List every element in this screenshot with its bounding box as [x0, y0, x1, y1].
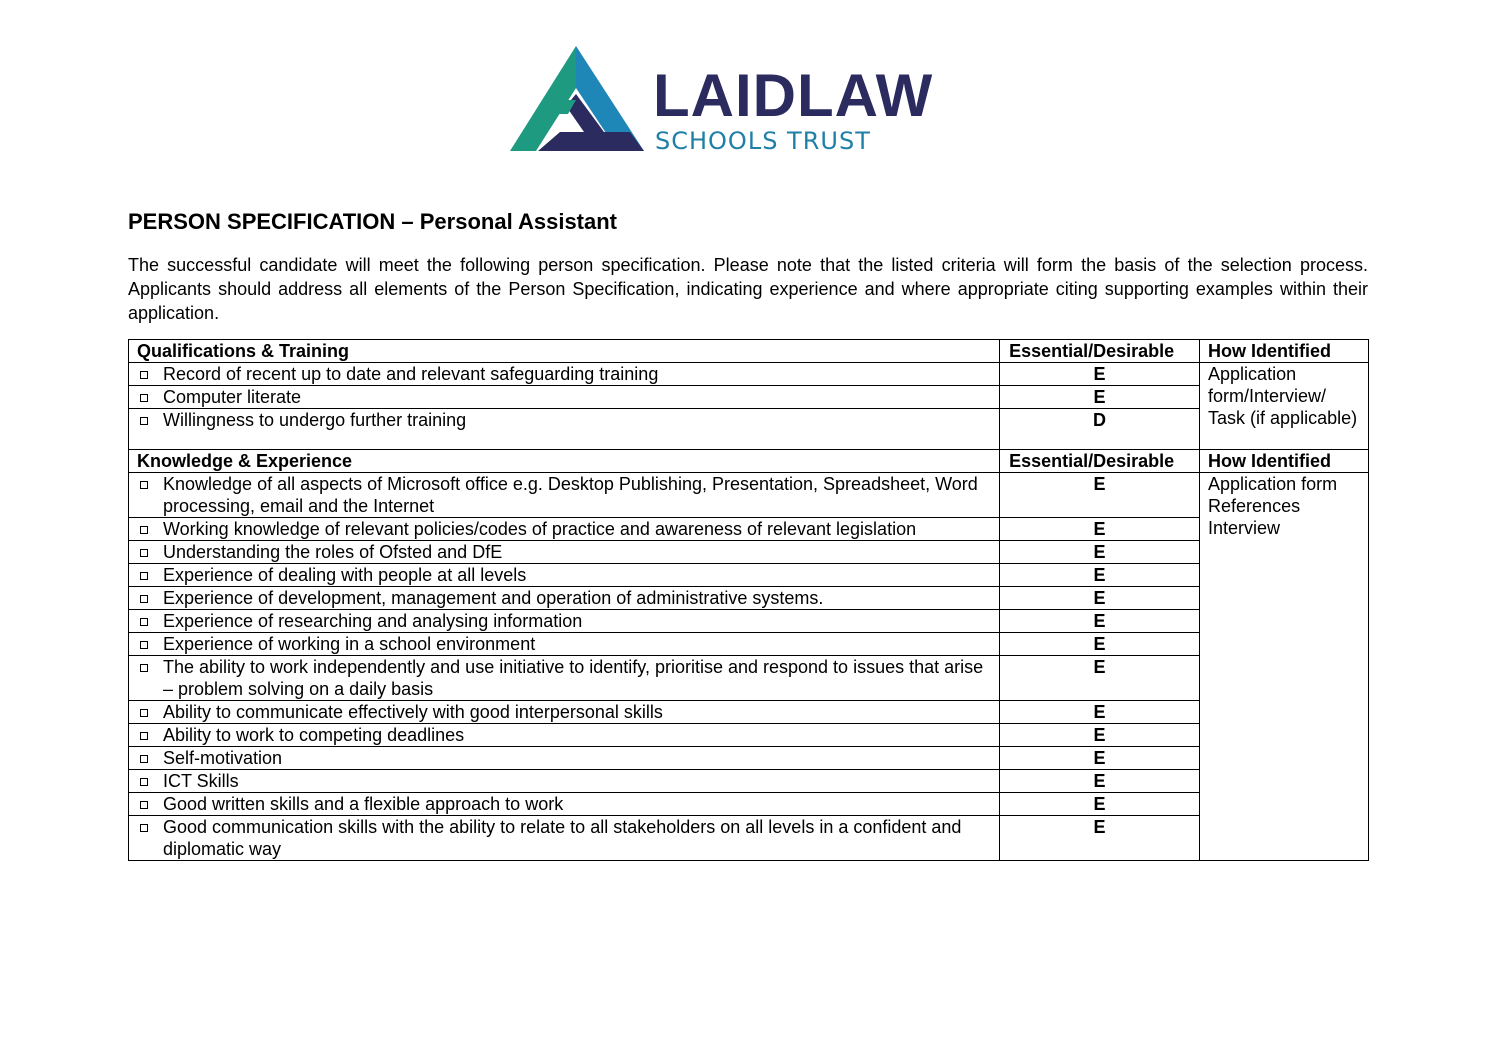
section-heading: Qualifications & Training [129, 340, 1000, 363]
how-identified-line: Application form [1208, 474, 1338, 494]
checkbox-bullet-icon [137, 770, 163, 792]
criterion-rating: E [1000, 518, 1200, 541]
criterion-text: Good written skills and a flexible approach to work [163, 794, 564, 814]
criterion-text: Willingness to undergo further training [163, 410, 467, 430]
criterion-text: Experience of working in a school environment [163, 634, 536, 654]
criterion-rating: E [1000, 564, 1200, 587]
criterion-text: Computer literate [163, 387, 302, 407]
criterion-rating: E [1000, 770, 1200, 793]
criterion-rating: E [1000, 747, 1200, 770]
logo-name: LAIDLAW [653, 62, 934, 129]
criterion-rating: E [1000, 633, 1200, 656]
section-header-row [129, 450, 1369, 473]
criterion-rating: E [1000, 363, 1200, 386]
criterion-rating: D [1000, 409, 1200, 450]
table-row [129, 409, 1369, 450]
how-identified-header: How Identified [1200, 340, 1369, 363]
section-header-row [129, 340, 1369, 363]
table-row [129, 564, 1369, 587]
table-row [129, 386, 1369, 409]
criterion-text: Knowledge of all aspects of Microsoft office e.g. Desktop Publishing, Presentation, Spreadsheet, Word processing, email and the Internet [163, 474, 978, 516]
checkbox-bullet-icon [137, 518, 163, 540]
table-row [129, 587, 1369, 610]
criterion-text: Experience of researching and analysing information [163, 611, 583, 631]
table-row [129, 701, 1369, 724]
table-row [129, 473, 1369, 518]
criterion-text: Understanding the roles of Ofsted and DfE [163, 542, 503, 562]
checkbox-bullet-icon [137, 564, 163, 586]
table-row [129, 541, 1369, 564]
how-identified-header: How Identified [1200, 450, 1369, 473]
checkbox-bullet-icon [137, 816, 163, 860]
triangle-logo-icon [508, 44, 648, 156]
how-identified-value [1200, 473, 1369, 861]
table-row [129, 518, 1369, 541]
criterion-rating: E [1000, 724, 1200, 747]
table-row [129, 656, 1369, 701]
checkbox-bullet-icon [137, 386, 163, 408]
criterion-rating: E [1000, 656, 1200, 701]
criterion-rating: E [1000, 587, 1200, 610]
intro-paragraph: The successful candidate will meet the following person specification. Please note that the listed criteria will form the basis of the selection process. Applicants should address all elements of the Person Specification, indicating experience and where appropriate citing supporting examples within their application. [128, 255, 1368, 323]
checkbox-bullet-icon [137, 793, 163, 815]
section-heading: Knowledge & Experience [129, 450, 1000, 473]
criterion-text: Ability to work to competing deadlines [163, 725, 465, 745]
table-row [129, 724, 1369, 747]
criterion-rating: E [1000, 816, 1200, 861]
criterion-text: ICT Skills [163, 771, 239, 791]
laidlaw-logo [508, 44, 958, 156]
checkbox-bullet-icon [137, 724, 163, 746]
table-row [129, 633, 1369, 656]
criterion-rating: E [1000, 541, 1200, 564]
criterion-text: Working knowledge of relevant policies/codes of practice and awareness of relevant legislation [163, 519, 917, 539]
criterion-rating: E [1000, 473, 1200, 518]
checkbox-bullet-icon [137, 633, 163, 655]
essential-desirable-header: Essential/Desirable [1000, 450, 1200, 473]
checkbox-bullet-icon [137, 409, 163, 431]
person-specification-table [128, 339, 1369, 861]
table-row [129, 747, 1369, 770]
criterion-text: Experience of dealing with people at all levels [163, 565, 527, 585]
how-identified-value: Application form/Interview/ Task (if applicable) [1200, 363, 1369, 450]
criterion-rating: E [1000, 701, 1200, 724]
checkbox-bullet-icon [137, 610, 163, 632]
checkbox-bullet-icon [137, 587, 163, 609]
checkbox-bullet-icon [137, 747, 163, 769]
criterion-text: The ability to work independently and use initiative to identify, prioritise and respond to issues that arise – problem solving on a daily basis [163, 657, 984, 699]
how-identified-line: References [1208, 496, 1301, 516]
how-identified-line: Interview [1208, 518, 1281, 538]
criterion-text: Experience of development, management and operation of administrative systems. [163, 588, 824, 608]
page-title: PERSON SPECIFICATION – Personal Assistant [128, 209, 618, 234]
checkbox-bullet-icon [137, 656, 163, 700]
table-row [129, 770, 1369, 793]
table-row [129, 816, 1369, 861]
checkbox-bullet-icon [137, 363, 163, 385]
essential-desirable-header: Essential/Desirable [1000, 340, 1200, 363]
table-row [129, 363, 1369, 386]
checkbox-bullet-icon [137, 541, 163, 563]
criterion-text: Record of recent up to date and relevant safeguarding training [163, 364, 659, 384]
criterion-rating: E [1000, 386, 1200, 409]
table-row [129, 793, 1369, 816]
criterion-text: Good communication skills with the ability to relate to all stakeholders on all levels in a confident and diplomatic way [163, 817, 962, 859]
checkbox-bullet-icon [137, 473, 163, 517]
criterion-text: Self-motivation [163, 748, 283, 768]
criterion-rating: E [1000, 793, 1200, 816]
logo-subtitle: SCHOOLS TRUST [655, 127, 871, 155]
criterion-rating: E [1000, 610, 1200, 633]
criterion-text: Ability to communicate effectively with good interpersonal skills [163, 702, 663, 722]
table-row [129, 610, 1369, 633]
checkbox-bullet-icon [137, 701, 163, 723]
